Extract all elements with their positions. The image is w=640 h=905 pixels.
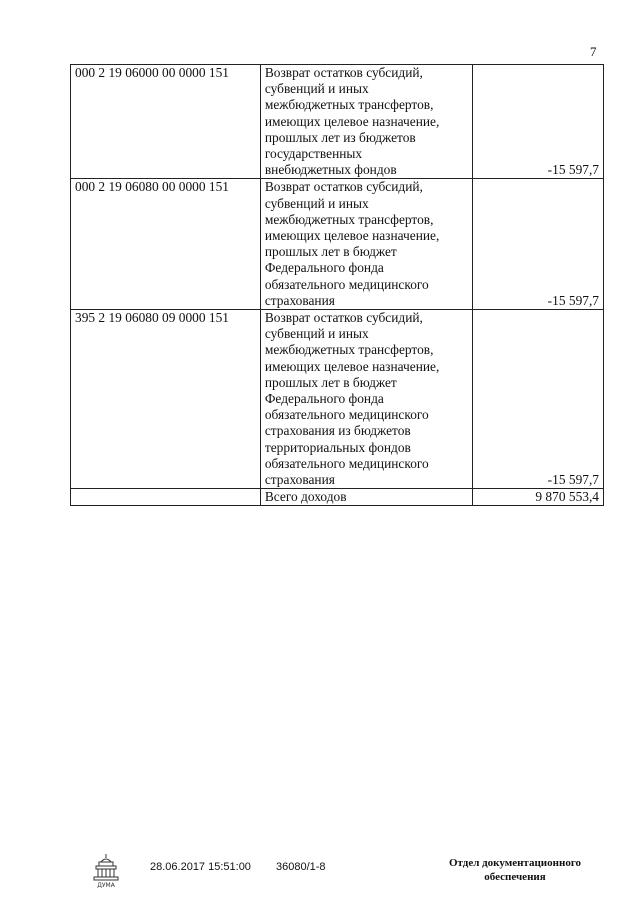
description-line: имеющих целевое назначение, <box>264 113 440 129</box>
description-line: Федерального фонда <box>264 391 384 407</box>
description-line: прошлых лет из бюджетов <box>264 129 416 145</box>
total-amount: 9 870 553,4 <box>473 489 604 506</box>
footer-department <box>430 856 600 884</box>
description-line: межбюджетных трансфертов, <box>264 97 434 113</box>
budget-code-cell: 000 2 19 06000 00 0000 151 <box>71 65 261 179</box>
page-number: 7 <box>590 44 597 59</box>
description-line: прошлых лет в бюджет <box>264 244 397 260</box>
description-cell <box>260 179 472 310</box>
description-line: субвенций и иных <box>264 81 369 97</box>
description-line: обязательного медицинского <box>264 407 429 423</box>
description-line: имеющих целевое назначение, <box>264 228 440 244</box>
description-line: Возврат остатков субсидий, <box>264 310 423 326</box>
budget-code-cell: 000 2 19 06080 00 0000 151 <box>71 179 261 310</box>
description-line: страхования <box>264 472 335 488</box>
footer-doc-number: 36080/1-8 <box>276 861 326 873</box>
description-line: межбюджетных трансфертов, <box>264 342 434 358</box>
table-row <box>71 65 604 179</box>
total-label: Всего доходов <box>260 489 472 506</box>
footer-datetime: 28.06.2017 15:51:00 <box>150 861 251 873</box>
description-line: субвенций и иных <box>264 195 369 211</box>
amount-cell: -15 597,7 <box>473 310 604 489</box>
description-line: Возврат остатков субсидий, <box>264 65 423 80</box>
description-line: Возврат остатков субсидий, <box>264 179 423 195</box>
department-line: обеспечения <box>484 871 546 883</box>
description-line: субвенций и иных <box>264 326 369 342</box>
description-line: внебюджетных фондов <box>264 162 397 178</box>
description-line: прошлых лет в бюджет <box>264 374 397 390</box>
description-line: страхования из бюджетов <box>264 423 411 439</box>
description-line: страхования <box>264 292 335 308</box>
budget-code-cell: 395 2 19 06080 09 0000 151 <box>71 310 261 489</box>
description-line: обязательного медицинского <box>264 276 429 292</box>
description-line: обязательного медицинского <box>264 455 429 471</box>
table-row <box>71 179 604 310</box>
budget-revenue-table <box>70 64 604 506</box>
description-line: имеющих целевое назначение, <box>264 358 440 374</box>
svg-text:ДУМА: ДУМА <box>97 882 115 888</box>
amount-cell: -15 597,7 <box>473 179 604 310</box>
duma-emblem-icon <box>92 852 120 888</box>
description-cell <box>260 310 472 489</box>
amount-cell: -15 597,7 <box>473 65 604 179</box>
table-row <box>71 310 604 489</box>
description-line: территориальных фондов <box>264 439 411 455</box>
total-row <box>71 489 604 506</box>
description-line: государственных <box>264 146 363 162</box>
description-line: Федерального фонда <box>264 260 384 276</box>
total-code-cell <box>71 489 261 506</box>
description-line: межбюджетных трансфертов, <box>264 211 434 227</box>
description-cell <box>260 65 472 179</box>
department-line: Отдел документационного <box>448 857 582 869</box>
